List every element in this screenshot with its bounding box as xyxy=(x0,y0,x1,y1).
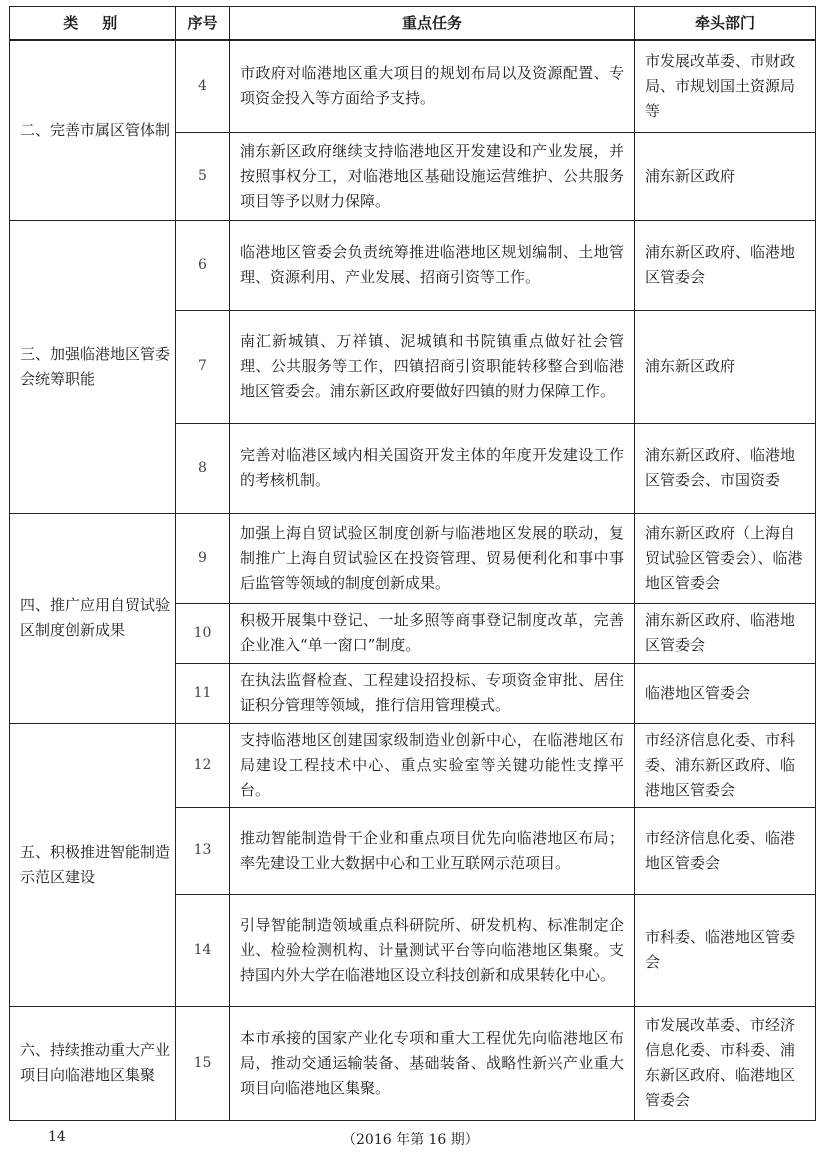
task-cell: 在执法监督检查、工程建设招投标、专项资金审批、居住证积分管理等领域，推行信用管理模式。 xyxy=(230,663,635,723)
lead-cell: 浦东新区政府（上海自贸试验区管委会）、临港地区管委会 xyxy=(635,513,816,603)
lead-cell: 市发展改革委、市财政局、市规划国土资源局等 xyxy=(635,40,816,132)
number-cell: 11 xyxy=(176,663,230,723)
number-cell: 15 xyxy=(176,1006,230,1120)
header-task: 重点任务 xyxy=(230,7,635,41)
category-cell: 五、积极推进智能制造示范区建设 xyxy=(10,723,176,1006)
task-cell: 完善对临港区域内相关国资开发主体的年度开发建设工作的考核机制。 xyxy=(230,423,635,513)
number-cell: 8 xyxy=(176,423,230,513)
table-header xyxy=(10,7,816,41)
task-cell: 积极开展集中登记、一址多照等商事登记制度改革，完善企业准入“单一窗口”制度。 xyxy=(230,603,635,663)
task-cell: 支持临港地区创建国家级制造业创新中心，在临港地区布局建设工程技术中心、重点实验室等关键功能性支撑平台。 xyxy=(230,723,635,807)
number-cell: 5 xyxy=(176,132,230,220)
table-row xyxy=(10,220,816,310)
category-cell: 三、加强临港地区管委会统筹职能 xyxy=(10,220,176,513)
task-cell: 加强上海自贸试验区制度创新与临港地区发展的联动，复制推广上海自贸试验区在投资管理、贸易便利化和事中事后监管等领域的制度创新成果。 xyxy=(230,513,635,603)
table-row xyxy=(10,1006,816,1120)
lead-cell: 浦东新区政府 xyxy=(635,310,816,423)
task-cell: 浦东新区政府继续支持临港地区开发建设和产业发展，并按照事权分工，对临港地区基础设施运营维护、公共服务项目等予以财力保障。 xyxy=(230,132,635,220)
lead-cell: 市发展改革委、市经济信息化委、市科委、浦东新区政府、临港地区管委会 xyxy=(635,1006,816,1120)
lead-cell: 浦东新区政府、临港地区管委会、市国资委 xyxy=(635,423,816,513)
table-body xyxy=(10,40,816,1120)
category-cell: 四、推广应用自贸试验区制度创新成果 xyxy=(10,513,176,723)
table-row xyxy=(10,40,816,132)
task-cell: 引导智能制造领域重点科研院所、研发机构、标准制定企业、检验检测机构、计量测试平台等向临港地区集聚。支持国内外大学在临港地区设立科技创新和成果转化中心。 xyxy=(230,894,635,1006)
task-cell: 南汇新城镇、万祥镇、泥城镇和书院镇重点做好社会管理、公共服务等工作，四镇招商引资职能转移整合到临港地区管委会。浦东新区政府要做好四镇的财力保障工作。 xyxy=(230,310,635,423)
table-row xyxy=(10,513,816,603)
category-cell: 六、持续推动重大产业项目向临港地区集聚 xyxy=(10,1006,176,1120)
issue-label: （2016 年第 16 期） xyxy=(342,1132,479,1148)
number-cell: 7 xyxy=(176,310,230,423)
task-cell: 本市承接的国家产业化专项和重大工程优先向临港地区布局，推动交通运输装备、基础装备、战略性新兴产业重大项目向临港地区集聚。 xyxy=(230,1006,635,1120)
page-number: 14 xyxy=(48,1129,66,1145)
lead-cell: 市科委、临港地区管委会 xyxy=(635,894,816,1006)
number-cell: 10 xyxy=(176,603,230,663)
lead-cell: 浦东新区政府 xyxy=(635,132,816,220)
number-cell: 14 xyxy=(176,894,230,1006)
number-cell: 13 xyxy=(176,807,230,894)
lead-cell: 浦东新区政府、临港地区管委会 xyxy=(635,220,816,310)
header-category: 类 别 xyxy=(10,7,176,41)
number-cell: 12 xyxy=(176,723,230,807)
header-number: 序号 xyxy=(176,7,230,41)
lead-cell: 临港地区管委会 xyxy=(635,663,816,723)
header-lead: 牵头部门 xyxy=(635,7,816,41)
number-cell: 4 xyxy=(176,40,230,132)
number-cell: 9 xyxy=(176,513,230,603)
task-cell: 市政府对临港地区重大项目的规划布局以及资源配置、专项资金投入等方面给予支持。 xyxy=(230,40,635,132)
number-cell: 6 xyxy=(176,220,230,310)
task-cell: 推动智能制造骨干企业和重点项目优先向临港地区布局；率先建设工业大数据中心和工业互联网示范项目。 xyxy=(230,807,635,894)
lead-cell: 市经济信息化委、临港地区管委会 xyxy=(635,807,816,894)
table-row xyxy=(10,723,816,807)
lead-cell: 市经济信息化委、市科委、浦东新区政府、临港地区管委会 xyxy=(635,723,816,807)
category-cell: 二、完善市属区管体制 xyxy=(10,40,176,220)
lead-cell: 浦东新区政府、临港地区管委会 xyxy=(635,603,816,663)
task-cell: 临港地区管委会负责统筹推进临港地区规划编制、土地管理、资源利用、产业发展、招商引资等工作。 xyxy=(230,220,635,310)
task-table xyxy=(9,6,816,1121)
